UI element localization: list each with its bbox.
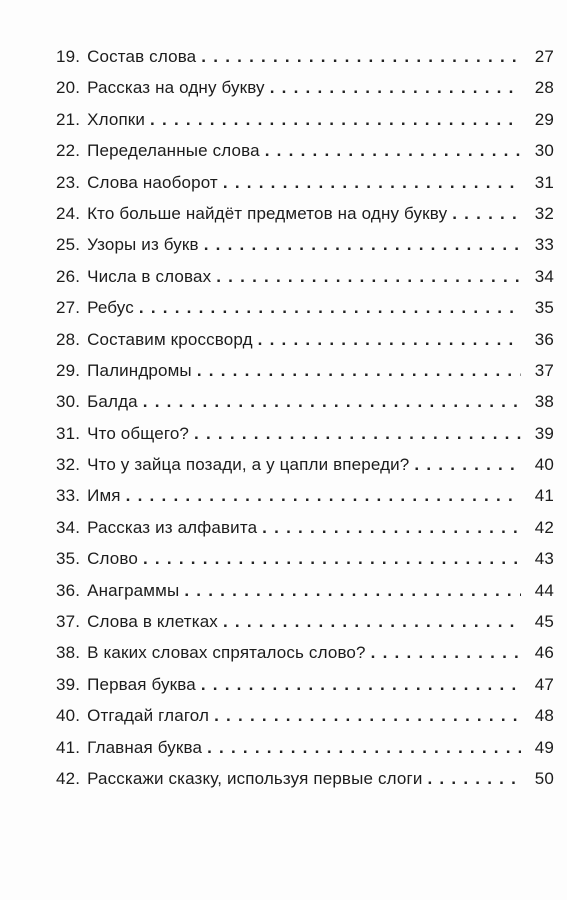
entry-number: 28. (56, 329, 81, 349)
dot-leader (184, 575, 521, 606)
dot-leader (126, 480, 521, 511)
entry-number: 37. (56, 612, 81, 632)
dot-leader (258, 324, 521, 355)
entry-title: Палиндромы (87, 360, 192, 380)
entry-page-number: 27 (534, 47, 554, 66)
table-of-contents (56, 41, 554, 794)
dot-leader (143, 386, 521, 417)
entry-page-number: 41 (534, 486, 554, 506)
dot-leader (414, 449, 521, 480)
entry-page-number: 28 (534, 78, 554, 98)
entry-title: Первая буква (87, 674, 196, 694)
toc-entry (56, 355, 554, 386)
entry-page-number: 49 (534, 737, 554, 757)
toc-entry (56, 72, 554, 103)
toc-entry (56, 261, 554, 292)
entry-title: Анаграммы (87, 580, 180, 600)
entry-number: 31. (56, 423, 81, 443)
entry-number: 33. (56, 486, 81, 506)
toc-entry (56, 637, 554, 668)
dot-leader (452, 198, 521, 229)
toc-entry (56, 669, 554, 700)
entry-title: Рассказ из алфавита (87, 517, 258, 537)
entry-title: Что общего? (87, 423, 190, 443)
entry-title: Что у зайца позади, а у цапли впереди? (87, 455, 410, 475)
entry-title: Слова наоборот (87, 172, 218, 192)
dot-leader (150, 104, 521, 135)
entry-title: Имя (87, 486, 121, 506)
entry-title: Слово (87, 549, 138, 569)
toc-entry (56, 700, 554, 731)
dot-leader (216, 261, 521, 292)
dot-leader (139, 292, 521, 323)
entry-title: Ребус (87, 298, 134, 318)
entry-number: 34. (56, 517, 81, 537)
entry-number: 41. (56, 737, 81, 757)
toc-entry (56, 198, 554, 229)
entry-title: Переделанные слова (87, 141, 260, 161)
entry-number: 25. (56, 235, 81, 255)
toc-entry (56, 135, 554, 166)
dot-leader (194, 418, 521, 449)
dot-leader (143, 543, 521, 574)
entry-number: 22. (56, 141, 81, 161)
entry-page-number: 39 (534, 423, 554, 443)
entry-page-number: 40 (534, 455, 554, 475)
entry-number: 36. (56, 580, 81, 600)
toc-entry (56, 732, 554, 763)
entry-page-number: 36 (534, 329, 554, 349)
entry-page-number: 31 (534, 172, 554, 192)
entry-title: Хлопки (87, 109, 146, 129)
entry-number: 35. (56, 549, 81, 569)
entry-number: 29. (56, 360, 81, 380)
dot-leader (265, 135, 521, 166)
entry-number: 26. (56, 266, 81, 286)
toc-entry (56, 418, 554, 449)
entry-page-number: 50 (534, 768, 554, 788)
dot-leader (197, 355, 521, 386)
entry-title: В каких словах спряталось слово? (87, 643, 366, 663)
entry-title: Числа в словах (87, 266, 212, 286)
toc-entry (56, 167, 554, 198)
entry-page-number: 29 (534, 109, 554, 129)
toc-entry (56, 543, 554, 574)
toc-entry (56, 512, 554, 543)
entry-page-number: 32 (534, 203, 554, 223)
entry-page-number: 30 (534, 141, 554, 161)
toc-entry (56, 104, 554, 135)
entry-page-number: 35 (534, 298, 554, 318)
entry-number: 40. (56, 706, 81, 726)
entry-title: Узоры из букв (87, 235, 199, 255)
dot-leader (270, 72, 521, 103)
entry-page-number: 33 (534, 235, 554, 255)
toc-entry (56, 480, 554, 511)
toc-entry (56, 229, 554, 260)
entry-page-number: 45 (534, 612, 554, 632)
entry-number: 30. (56, 392, 81, 412)
entry-title: Рассказ на одну букву (87, 78, 265, 98)
dot-leader (201, 669, 521, 700)
entry-number: 24. (56, 203, 81, 223)
entry-title: Отгадай глагол (87, 706, 210, 726)
entry-title: Состав слова (87, 47, 197, 66)
entry-page-number: 38 (534, 392, 554, 412)
dot-leader (201, 41, 521, 72)
entry-number: 20. (56, 78, 81, 98)
entry-page-number: 46 (534, 643, 554, 663)
toc-entry (56, 606, 554, 637)
entry-page-number: 37 (534, 360, 554, 380)
toc-entry (56, 292, 554, 323)
toc-entry (56, 449, 554, 480)
entry-page-number: 42 (534, 517, 554, 537)
entry-title: Слова в клетках (87, 612, 218, 632)
entry-number: 39. (56, 674, 81, 694)
dot-leader (427, 763, 521, 794)
dot-leader (223, 167, 521, 198)
entry-page-number: 34 (534, 266, 554, 286)
dot-leader (371, 637, 521, 668)
entry-page-number: 47 (534, 674, 554, 694)
entry-title: Главная буква (87, 737, 203, 757)
entry-page-number: 48 (534, 706, 554, 726)
entry-title: Расскажи сказку, используя первые слоги (87, 768, 423, 788)
entry-page-number: 44 (534, 580, 554, 600)
toc-entry (56, 763, 554, 794)
entry-number: 21. (56, 109, 81, 129)
entry-number: 19. (56, 47, 81, 66)
entry-number: 42. (56, 768, 81, 788)
entry-number: 32. (56, 455, 81, 475)
entry-page-number: 43 (534, 549, 554, 569)
entry-number: 38. (56, 643, 81, 663)
dot-leader (262, 512, 521, 543)
dot-leader (207, 732, 521, 763)
entry-number: 27. (56, 298, 81, 318)
entry-title: Кто больше найдёт предметов на одну букву (87, 203, 448, 223)
dot-leader (214, 700, 521, 731)
entry-number: 23. (56, 172, 81, 192)
dot-leader (223, 606, 521, 637)
toc-entry (56, 324, 554, 355)
toc-entry (56, 575, 554, 606)
entry-title: Балда (87, 392, 138, 412)
toc-entry (56, 386, 554, 417)
dot-leader (204, 229, 521, 260)
entry-title: Составим кроссворд (87, 329, 253, 349)
toc-entry (56, 41, 554, 72)
